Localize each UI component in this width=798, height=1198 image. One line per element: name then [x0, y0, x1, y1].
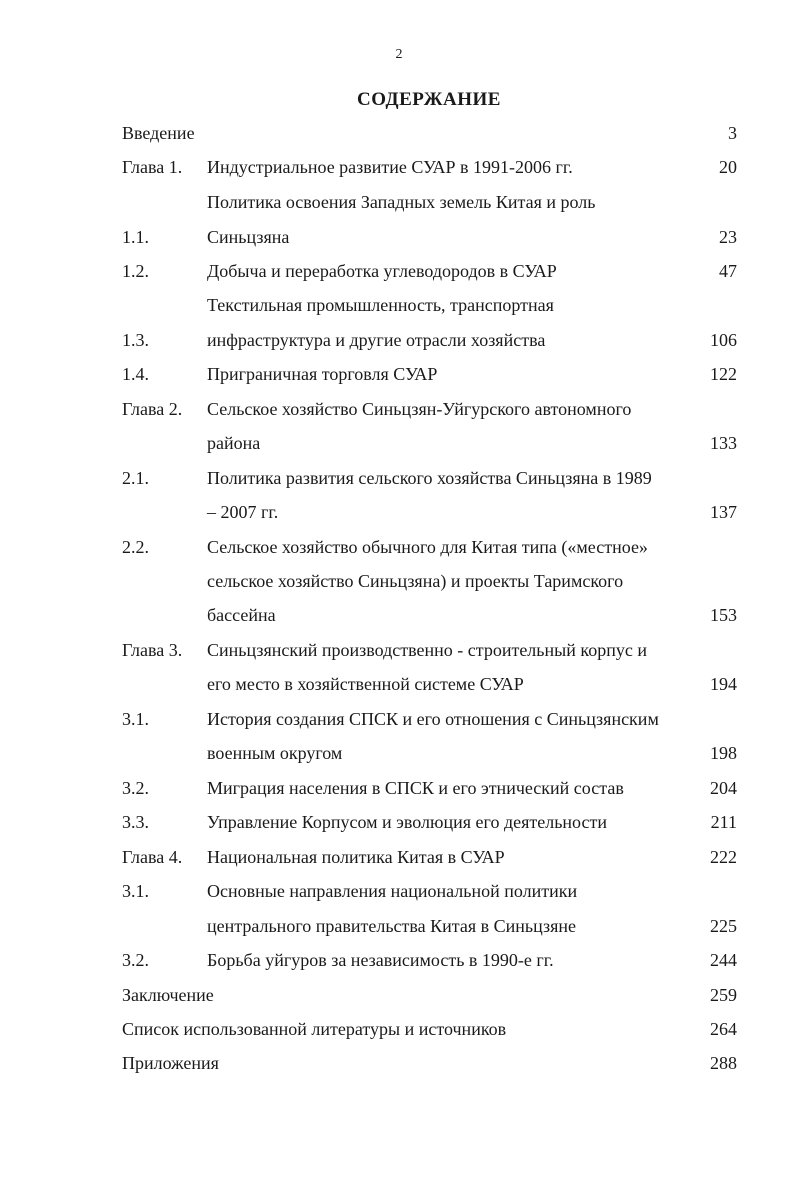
toc-entry-title: района — [207, 433, 261, 453]
toc-entry — [0, 569, 798, 593]
toc-entry — [0, 741, 798, 765]
toc-entry-title: Миграция населения в СПСК и его этнический состав — [207, 778, 624, 798]
toc-entry — [0, 603, 798, 627]
toc-entry-page: 264 — [710, 1019, 737, 1039]
toc-entry-number: 3.2. — [122, 778, 149, 798]
toc-entry-page: 204 — [710, 778, 737, 798]
toc-entry-page: 222 — [710, 847, 737, 867]
toc-entry-title: Список использованной литературы и источников — [122, 1019, 507, 1039]
toc-entry-number: 1.3. — [122, 330, 149, 350]
toc-entry-page: 47 — [719, 261, 737, 281]
toc-entry-title: военным округом — [207, 743, 343, 763]
toc-entry-page: 137 — [710, 502, 737, 522]
toc-entry — [0, 845, 798, 869]
toc-entry-title: – 2007 гг. — [207, 502, 279, 522]
toc-entry — [0, 225, 798, 249]
toc-entry-title: сельское хозяйство Синьцзяна) и проекты Таримского — [207, 571, 624, 591]
toc-entry — [0, 362, 798, 386]
toc-entry-page: 106 — [710, 330, 737, 350]
toc-entry-page: 3 — [728, 123, 737, 143]
toc-entry-title: История создания СПСК и его отношения с Синьцзянским — [207, 709, 659, 729]
toc-entry-page: 20 — [719, 157, 737, 177]
toc-entry-page: 194 — [710, 674, 737, 694]
toc-entry-page: 133 — [710, 433, 737, 453]
toc-entry-number: 1.2. — [122, 261, 149, 281]
toc-entry — [0, 948, 798, 972]
toc-entry-title: Синьцзянский производственно - строительный корпус и — [207, 640, 647, 660]
toc-entry-title: Добыча и переработка углеводородов в СУАР — [207, 261, 557, 281]
toc-entry-page: 288 — [710, 1053, 737, 1073]
toc-entry-title: Синьцзяна — [207, 227, 290, 247]
toc-entry-page: 225 — [710, 916, 737, 936]
toc-entry-title: Введение — [122, 123, 195, 143]
toc-entry-page: 23 — [719, 227, 737, 247]
toc-entry — [0, 1017, 798, 1041]
toc-entry — [0, 776, 798, 800]
toc-entry-number: Глава 1. — [122, 157, 183, 177]
toc-entry-number: Глава 3. — [122, 640, 183, 660]
toc-entry-page: 244 — [710, 950, 737, 970]
toc-entry — [0, 500, 798, 524]
toc-entry-number: Глава 2. — [122, 399, 183, 419]
toc-entry-title: Текстильная промышленность, транспортная — [207, 295, 554, 315]
toc-entry-number: 3.2. — [122, 950, 149, 970]
toc-entry-page: 153 — [710, 605, 737, 625]
toc-entry — [0, 672, 798, 696]
toc-entry — [0, 190, 798, 214]
toc-entry — [0, 983, 798, 1007]
toc-entry-number: 3.1. — [122, 709, 149, 729]
toc-entry-title: инфраструктура и другие отрасли хозяйства — [207, 330, 546, 350]
toc-entry-title: Заключение — [122, 985, 214, 1005]
toc-entry-number: 3.3. — [122, 812, 149, 832]
toc-entry-title: Политика освоения Западных земель Китая и роль — [207, 192, 596, 212]
toc-entry — [0, 914, 798, 938]
toc-entry — [0, 879, 798, 903]
toc-entry — [0, 397, 798, 421]
toc-entry — [0, 431, 798, 455]
toc-entry — [0, 810, 798, 834]
toc-entry — [0, 535, 798, 559]
toc-entry — [0, 259, 798, 283]
toc-entry-title: Основные направления национальной политики — [207, 881, 578, 901]
toc-entry — [0, 121, 798, 145]
toc-entry-title: Сельское хозяйство обычного для Китая типа («местное» — [207, 537, 648, 557]
toc-entry-title: Приложения — [122, 1053, 219, 1073]
toc-entry-title: Управление Корпусом и эволюция его деятельности — [207, 812, 607, 832]
toc-entry-title: его место в хозяйственной системе СУАР — [207, 674, 524, 694]
toc-entry-title: бассейна — [207, 605, 276, 625]
toc-entry-number: Глава 4. — [122, 847, 183, 867]
toc-entry-page: 259 — [710, 985, 737, 1005]
toc-entry-title: Индустриальное развитие СУАР в 1991-2006 гг. — [207, 157, 573, 177]
toc-entry-title: Политика развития сельского хозяйства Синьцзяна в 1989 — [207, 468, 652, 488]
toc-entry-page: 198 — [710, 743, 737, 763]
toc-entry — [0, 638, 798, 662]
toc-entry — [0, 466, 798, 490]
page-title: СОДЕРЖАНИЕ — [357, 89, 501, 110]
toc-entry-page: 122 — [710, 364, 737, 384]
toc-entry-number: 1.4. — [122, 364, 149, 384]
toc-entry-number: 2.1. — [122, 468, 149, 488]
toc-entry — [0, 293, 798, 317]
toc-entry-title: центрального правительства Китая в Синьцзяне — [207, 916, 576, 936]
toc-entry-number: 1.1. — [122, 227, 149, 247]
toc-entry — [0, 1051, 798, 1075]
page-number: 2 — [395, 47, 403, 62]
toc-entry-page: 211 — [710, 812, 737, 832]
toc-entry-number: 3.1. — [122, 881, 149, 901]
toc-entry-title: Борьба уйгуров за независимость в 1990-е гг. — [207, 950, 554, 970]
toc-entry-title: Национальная политика Китая в СУАР — [207, 847, 505, 867]
toc-entry-number: 2.2. — [122, 537, 149, 557]
toc-entry — [0, 328, 798, 352]
toc-entry — [0, 707, 798, 731]
toc-entry-title: Приграничная торговля СУАР — [207, 364, 438, 384]
toc-entry-title: Сельское хозяйство Синьцзян-Уйгурского автономного — [207, 399, 632, 419]
toc-entry — [0, 155, 798, 179]
